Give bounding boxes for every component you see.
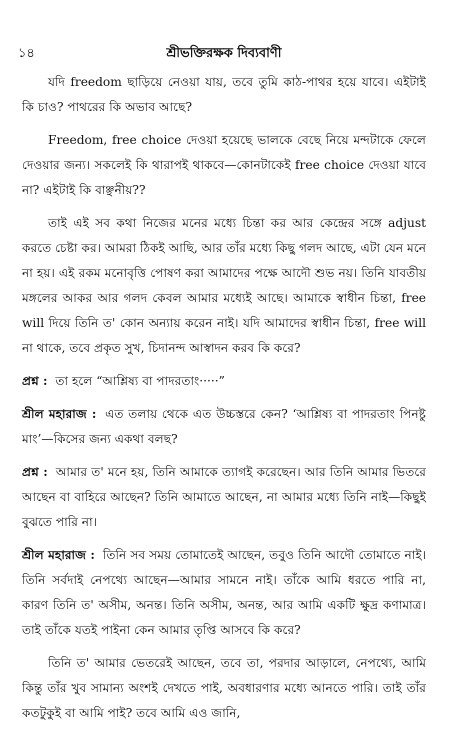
paragraph-text: এত তলায় থেকে এত উচ্চস্তরে কেন? ‘আশ্লিষ্য বা পাদরতাং পিনষ্টু মাং’—কিসের জন্য একথা বলছ?	[22, 407, 426, 446]
paragraph-1	[22, 70, 426, 120]
page-header	[18, 44, 430, 64]
question-2	[22, 460, 426, 535]
paragraph-2	[22, 128, 426, 203]
speaker-label: শ্রীল মহারাজ :	[22, 548, 95, 562]
paragraph-text: Freedom, free choice দেওয়া হয়েছে ভালকে বেছে নিয়ে মন্দটাকে ফেলে দেওয়ার জন্য। সকলেই কি থারাপই থাকবে—কোনটাকেই free choice দেওয়া যাবে না? এইটাই কি বাঞ্ছনীয়??	[22, 133, 426, 197]
answer-2	[22, 543, 426, 643]
page-number: ১৪	[18, 46, 35, 61]
speaker-label: শ্রীল মহারাজ :	[22, 407, 97, 421]
paragraph-continued	[22, 651, 426, 726]
question-1	[22, 369, 426, 394]
answer-1	[22, 402, 426, 452]
speaker-label: প্রশ্ন :	[22, 465, 48, 479]
speaker-label: প্রশ্ন :	[22, 374, 48, 388]
paragraph-text: তিনি সব সময় তোমাতেই আছেন, তবুও তিনি আদৌ তোমাতে নাই। তিনি সর্বদাই নেপথ্যে আছেন—আমার সামনে নাই। তাঁকে আমি ধরতে পারি না, কারণ তিনি ত' অসীম, অনন্ত। তিনি অসীম, অনন্ত, আর আমি একটি ক্ষুদ্র কণামাত্র। তাই তাঁকে যতই পাইনা কেন আমার তৃপ্তি আসবে কি করে?	[22, 548, 427, 637]
paragraph-text: তিনি ত' আমার ভেতরেই আছেন, তবে তা, পরদার আড়ালে, নেপথ্যে, আমি কিন্তু তাঁর খুব সামান্য অংশই দেখতে পাই, অবধারণার মধ্যে আনতে পারি। তাই তাঁর কতটুকুই বা আমি পাই? তবে আমি এও জানি,	[22, 656, 426, 720]
paragraph-text: আমার ত' মনে হয়, তিনি আমাকে ত্যাগই করেছেন। আর তিনি আমার ভিতরে আছেন বা বাহিরে আছেন? তিনি আমাতে আছেন, না আমার মধ্যে তিনি নাই—কিছুই বুঝতে পারি না।	[22, 465, 426, 529]
paragraph-text: যদি freedom ছাড়িয়ে নেওয়া যায়, তবে তুমি কাঠ-পাথর হয়ে যাবে। এইটাই কি চাও? পাথরের কি অভাব আছে?	[22, 75, 426, 114]
paragraph-text: তাই এই সব কথা নিজের মনের মধ্যে চিন্তা কর আর কেন্দ্রের সঙ্গে adjust করতে চেষ্টা কর। আমরা ঠিকই আছি, আর তাঁর মধ্যে কিছু গলদ আছে, এটা যেন মনে না হয়। এই রকম মনোবৃত্তি পোষণ করা আমাদের পক্ষে আদৌ শুভ নয়। তিনি যাবতীয় মঙ্গলের আকর আর গলদ কেবল আমার মধ্যেই আছে। আমাকে স্বাধীন চিন্তা, free will দিয়ে তিনি ত' কোন অন্যায় করেন নাই। যদি আমাদের স্বাধীন চিন্তা, free will না থাকে, তবে প্রকৃত সুখ, চিদানন্দ আস্বাদন করব কি করে?	[22, 216, 426, 355]
paragraph-text: তা হলে “আশ্লিষ্য বা পাদরতাং·····”	[55, 374, 225, 388]
body-text	[22, 70, 426, 734]
running-title: শ্রীভক্তিরক্ষক দিব্যবাণী	[166, 46, 282, 61]
paragraph-3	[22, 211, 426, 361]
